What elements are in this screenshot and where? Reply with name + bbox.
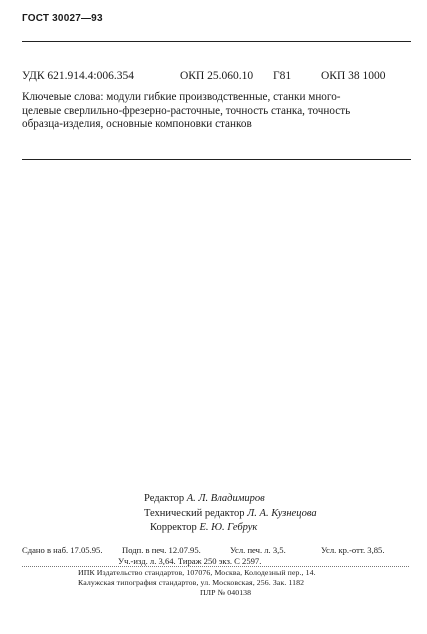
printing-house: Калужская типография стандартов, ул. Московская, 256. Зак. 1182 [78,578,305,587]
editor-credit [144,493,265,504]
tech-editor-credit [144,508,317,519]
top-divider [22,41,411,42]
okp-code-1: ОКП 25.060.10 [180,70,254,82]
corrector-credit [150,522,257,533]
printed-sheets: Усл. печ. л. 3,5. [230,545,286,555]
corrector-role: Корректор [150,522,197,533]
publisher-address: ИПК Издательство стандартов, 107076, Москва, Колодезный пер., 14. [78,568,316,577]
color-prints: Усл. кр.-отт. 3,85. [321,545,385,555]
typeset-date: Сдано в наб. 17.05.95. [22,545,103,555]
print-signed-date: Подп. в печ. 12.07.95. [122,545,201,555]
udk-code: УДК 621.914.4:006.354 [22,70,134,82]
tech-editor-name: Л. А. Кузнецова [247,508,317,519]
corrector-name: Е. Ю. Гебрук [199,522,258,533]
keywords-paragraph [22,91,394,132]
group-code: Г81 [273,70,292,82]
editor-name: А. Л. Владимиров [186,493,265,504]
tech-editor-role: Технический редактор [144,508,245,519]
okp-code-2: ОКП 38 1000 [321,70,386,82]
editor-role: Редактор [144,493,185,504]
keywords-line-3: образца-изделия, основные компоновки станков [22,118,252,131]
keywords-line-1: Ключевые слова: модули гибкие производственные, станки много- [22,91,341,103]
publishing-sheets-circulation: Уч.-изд. л. 3,64. Тираж 250 экз. С 2597. [118,556,262,566]
bottom-divider [22,159,411,160]
dotted-separator [22,566,409,567]
keywords-line-2: целевые сверлильно-фрезерно-расточные, точность станка, точность [22,104,351,117]
license-number: ПЛР № 040138 [200,588,252,597]
document-code-header: ГОСТ 30027—93 [22,13,103,24]
